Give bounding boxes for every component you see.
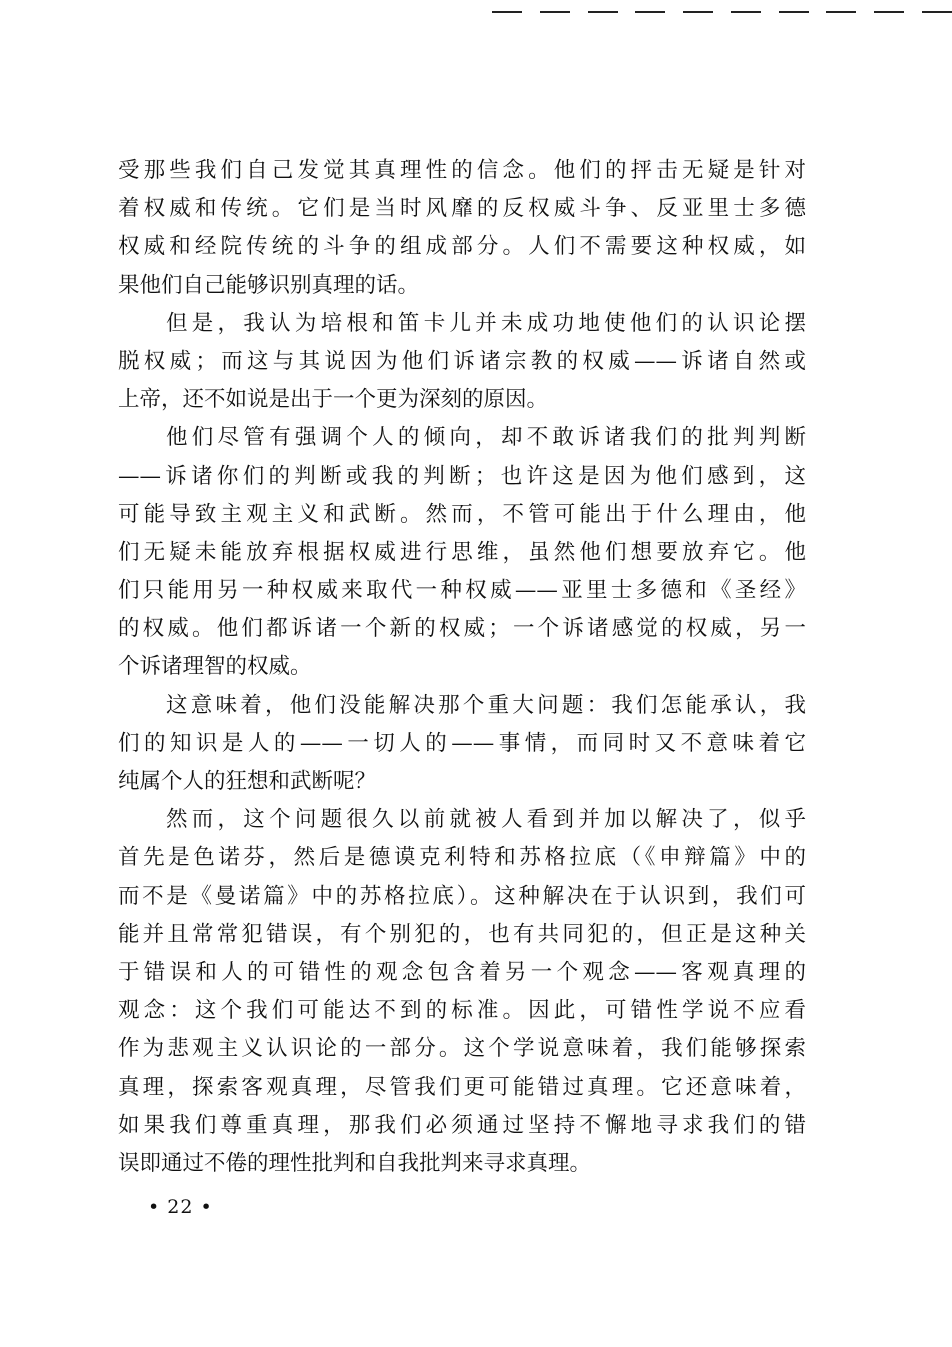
text-line: 而不是《曼诺篇》中的苏格拉底）。这种解决在于认识到，我们可 (118, 883, 806, 909)
text-line: 可能导致主观主义和武断。然而，不管可能出于什么理由，他 (118, 501, 806, 527)
text-line: 他们尽管有强调个人的倾向，却不敢诉诸我们的批判判断 (166, 425, 806, 451)
text-line: 权威和经院传统的斗争的组成部分。人们不需要这种权威，如 (118, 234, 806, 260)
rule-dash (922, 11, 952, 13)
text-line: 果他们自己能够识别真理的话。 (118, 272, 420, 298)
text-line: 但是，我认为培根和笛卡儿并未成功地使他们的认识论摆 (166, 310, 806, 336)
text-line: 如果我们尊重真理，那我们必须通过坚持不懈地寻求我们的错 (118, 1112, 806, 1138)
text-line: 首先是色诺芬，然后是德谟克利特和苏格拉底（《申辩篇》中的 (118, 845, 806, 871)
text-line: 们无疑未能放弃根据权威进行思维，虽然他们想要放弃它。他 (118, 539, 806, 565)
text-line: 误即通过不倦的理性批判和自我批判来寻求真理。 (118, 1150, 592, 1176)
text-line: 能并且常常犯错误，有个别犯的，也有共同犯的，但正是这种关 (118, 921, 806, 947)
rule-dash (779, 11, 809, 13)
page-number: • 22 • (148, 1196, 213, 1218)
body-text (118, 152, 806, 1183)
text-line: 个诉诸理智的权威。 (118, 654, 312, 680)
text-line: 然而，这个问题很久以前就被人看到并加以解决了，似乎 (166, 807, 806, 833)
text-line: 着权威和传统。它们是当时风靡的反权威斗争、反亚里士多德 (118, 196, 806, 222)
top-header-rule (492, 0, 952, 16)
rule-dash (540, 11, 570, 13)
text-line: 的权威。他们都诉诸一个新的权威；一个诉诸感觉的权威，另一 (118, 616, 806, 642)
text-line: 受那些我们自己发觉其真理性的信念。他们的抨击无疑是针对 (118, 158, 806, 183)
paragraph-4 (118, 687, 806, 802)
text-line: 于错误和人的可错性的观念包含着另一个观念——客观真理的 (118, 959, 806, 985)
text-line: 真理，探索客观真理，尽管我们更可能错过真理。它还意味着， (118, 1074, 806, 1100)
text-line: 纯属个人的狂想和武断呢？ (118, 769, 377, 794)
text-line: ——诉诸你们的判断或我的判断；也许这是因为他们感到，这 (118, 463, 806, 489)
text-line: 观念：这个我们可能达不到的标准。因此，可错性学说不应看 (118, 998, 806, 1024)
rule-dash (492, 11, 522, 13)
text-line: 上帝，还不如说是出于一个更为深刻的原因。 (118, 387, 549, 413)
text-line: 们的知识是人的——一切人的——事情，而同时又不意味着它 (118, 730, 806, 756)
rule-dash (635, 11, 665, 13)
rule-dash (874, 11, 904, 13)
paragraph-1 (118, 152, 806, 305)
paragraph-3 (118, 419, 806, 686)
text-line: 这意味着，他们没能解决那个重大问题：我们怎能承认，我 (166, 692, 806, 718)
rule-dash (731, 11, 761, 13)
rule-dash (826, 11, 856, 13)
paragraph-5 (118, 801, 806, 1183)
paragraph-2 (118, 305, 806, 420)
rule-dash (683, 11, 713, 13)
rule-dash (588, 11, 618, 13)
text-line: 们只能用另一种权威来取代一种权威——亚里士多德和《圣经》 (118, 578, 806, 604)
text-line: 脱权威；而这与其说因为他们诉诸宗教的权威——诉诸自然或 (118, 348, 806, 374)
text-line: 作为悲观主义认识论的一部分。这个学说意味着，我们能够探索 (118, 1036, 806, 1062)
